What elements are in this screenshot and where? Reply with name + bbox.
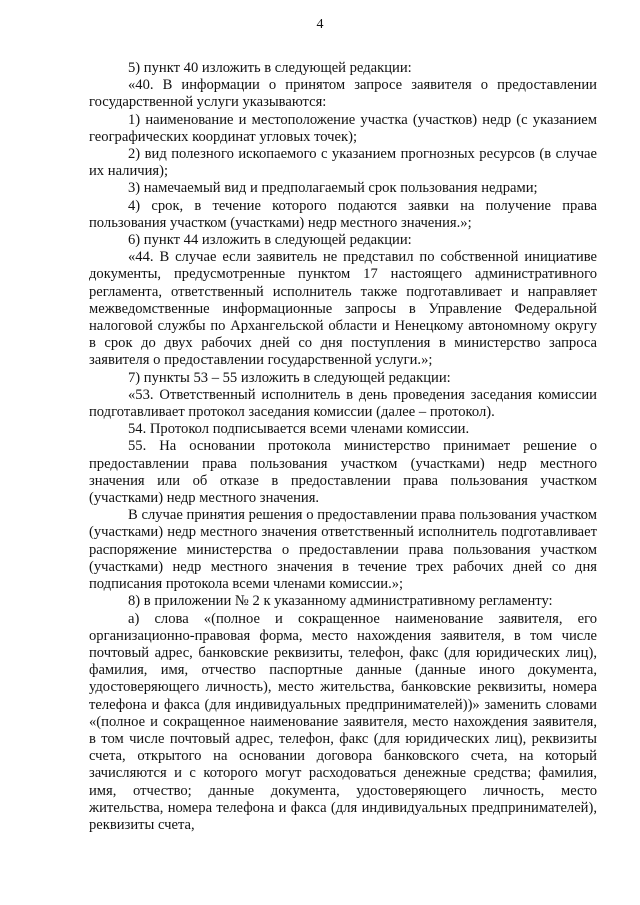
page-number: 4 [316, 17, 324, 32]
paragraph-item-7: 7) пункты 53 – 55 изложить в следующей редакции: [128, 369, 451, 386]
paragraph-point-54: 54. Протокол подписывается всеми членами комиссии. [128, 421, 470, 438]
paragraph-sub-4: 4) срок, в течение которого подаются заявки на получение права пользования участком (участками) недр местного значения.»; [89, 197, 597, 231]
paragraph-point-53: «53. Ответственный исполнитель в день проведения заседания комиссии подготавливает протокол заседания комиссии (далее – протокол). [89, 386, 597, 421]
paragraph-sub-1: 1) наименование и местоположение участка (участков) недр (с указанием географических координат угловых точек); [89, 111, 597, 145]
document-body [89, 60, 597, 834]
paragraph-item-5: 5) пункт 40 изложить в следующей редакции: [128, 60, 412, 76]
paragraph-point-55: 55. На основании протокола министерство принимает решение о предоставлении права пользования участком (участками) недр местного значения или об отказе в предоставлении права пользования участком (участками) недр местного значения. [89, 438, 597, 507]
paragraph-sub-a: а) слова «(полное и сокращенное наименование заявителя, его организационно-правовая форма, место нахождения заявителя, в том числе почтовый адрес, банковские реквизиты, телефон, факс (для юридических лиц), фамилия, имя, отчество паспортные данные (данные иного документа, удостоверяющего личность), место жительства, банковские реквизиты, номера телефона и факса (для индивидуальных предпринимателей))» заменить словами «(полное и сокращенное наименование заявителя, место нахождения заявителя, в том числе почтовый адрес, телефон, факс (для юридических лиц), реквизиты счета, открытого на основании договора банковского счета, на который зачисляются и с которого могут расходоваться денежные средства; фамилия, имя, отчество; данные документа, удостоверяющего личность, место жительства, номера телефона и факса (для индивидуальных предпринимателей), реквизиты счета, [89, 610, 597, 833]
paragraph-sub-3: 3) намечаемый вид и предполагаемый срок пользования недрами; [128, 180, 538, 197]
paragraph-item-8: 8) в приложении № 2 к указанному административному регламенту: [128, 593, 553, 610]
paragraph-item-6: 6) пункт 44 изложить в следующей редакции: [128, 232, 412, 249]
paragraph-decision: В случае принятия решения о предоставлении права пользования участком (участками) недр местного значения ответственный исполнитель подготавливает распоряжение министерства о предоставлении права пользования участком (участками) недр местного значения в течение трех рабочих дней со дня подписания протокола всеми членами комиссии.»; [89, 507, 597, 593]
paragraph-sub-2: 2) вид полезного ископаемого с указанием прогнозных ресурсов (в случае их наличия); [89, 146, 597, 180]
paragraph-point-44: «44. В случае если заявитель не представил по собственной инициативе документы, предусмотренные пунктом 17 настоящего административного регламента, ответственный исполнитель также подготавливает и направляет межведомственные информационные запросы в Управление Федеральной налоговой службы по Архангельской области и Ненецкому автономному округу в срок до двух рабочих дней со дня поступления в министерство запроса заявителя о предоставлении государственной услуги.»; [89, 249, 597, 369]
paragraph-point-40: «40. В информации о принятом запросе заявителя о предоставлении государственной услуги указываются: [89, 77, 597, 111]
